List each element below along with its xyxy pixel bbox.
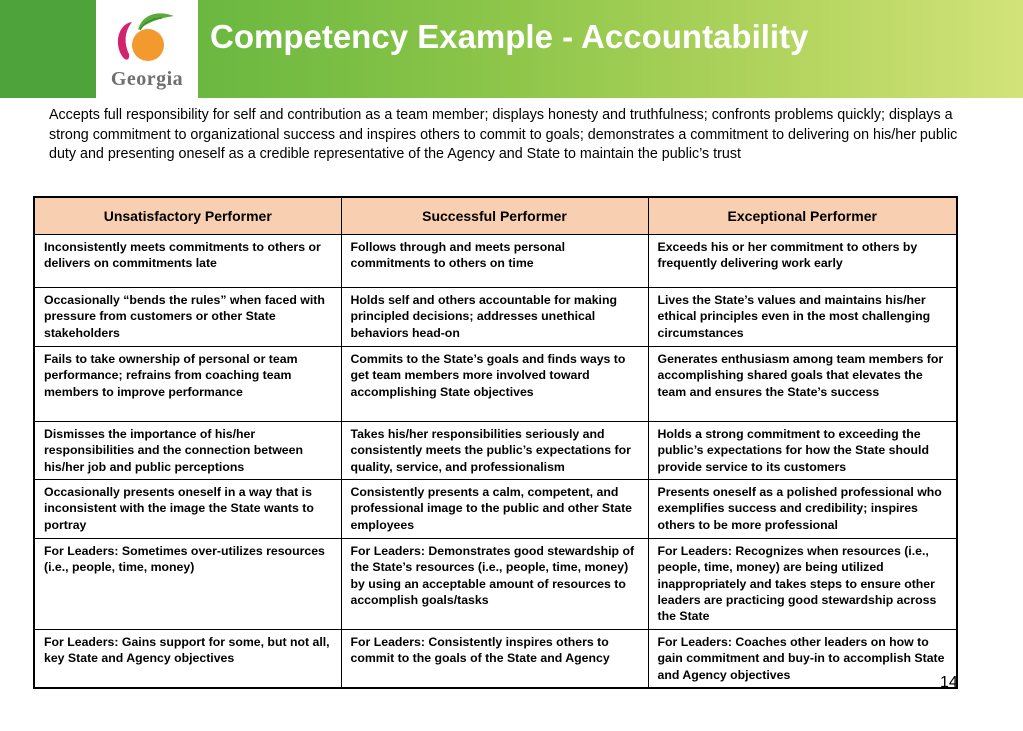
table-cell: Exceeds his or her commitment to others by frequently delivering work early <box>648 235 957 288</box>
competency-description: Accepts full responsibility for self and contribution as a team member; displays honesty and truthfulness; confronts problems quickly; displays a strong commitment to organizational success and inspires others to commit to goals; demonstrates a commitment to delivering on his/her public duty and presenting oneself as a credible representative of the Agency and State to maintain the public’s trust <box>49 107 958 162</box>
competency-table <box>33 196 958 689</box>
table-cell: Presents oneself as a polished professional who exemplifies success and credibility; inspires others to be more professional <box>648 480 957 539</box>
table-cell: For Leaders: Consistently inspires others to commit to the goals of the State and Agency <box>341 630 648 688</box>
table-cell: Dismisses the importance of his/her responsibilities and the connection between his/her job and public perceptions <box>34 422 341 480</box>
table-row <box>34 422 957 480</box>
table-row <box>34 539 957 630</box>
table-cell: Holds self and others accountable for making principled decisions; addresses unethical behaviors head-on <box>341 288 648 347</box>
table-cell: For Leaders: Sometimes over-utilizes resources (i.e., people, time, money) <box>34 539 341 630</box>
column-header-unsatisfactory: Unsatisfactory Performer <box>34 197 341 235</box>
column-header-successful: Successful Performer <box>341 197 648 235</box>
table-header-row <box>34 197 957 235</box>
table-cell: Commits to the State’s goals and finds ways to get team members more involved toward accomplishing State objectives <box>341 347 648 422</box>
table-cell: For Leaders: Gains support for some, but not all, key State and Agency objectives <box>34 630 341 688</box>
table-cell: For Leaders: Demonstrates good stewardship of the State’s resources (i.e., people, time, money) by using an acceptable amount of resources to accomplish goals/tasks <box>341 539 648 630</box>
georgia-logo <box>96 0 198 98</box>
table-cell: Fails to take ownership of personal or team performance; refrains from coaching team members to improve performance <box>34 347 341 422</box>
page-title: Competency Example - Accountability <box>210 18 809 55</box>
table-cell: Inconsistently meets commitments to others or delivers on commitments late <box>34 235 341 288</box>
table-cell: Occasionally “bends the rules” when faced with pressure from customers or other State stakeholders <box>34 288 341 347</box>
table-cell: Consistently presents a calm, competent, and professional image to the public and other State employees <box>341 480 648 539</box>
logo-text: Georgia <box>110 68 184 90</box>
table-cell: Lives the State’s values and maintains his/her ethical principles even in the most challenging circumstances <box>648 288 957 347</box>
table-cell: Follows through and meets personal commitments to others on time <box>341 235 648 288</box>
header-banner <box>0 0 1023 98</box>
table-row <box>34 480 957 539</box>
peach-icon <box>96 0 198 70</box>
table-cell: For Leaders: Recognizes when resources (i.e., people, time, money) are being utilized inappropriately and takes steps to ensure other leaders are practicing good stewardship across the State <box>648 539 957 630</box>
table-row <box>34 630 957 688</box>
table-cell: Takes his/her responsibilities seriously and consistently meets the public’s expectations for quality, service, and professionalism <box>341 422 648 480</box>
table-cell: Occasionally presents oneself in a way that is inconsistent with the image the State wants to portray <box>34 480 341 539</box>
table-row <box>34 288 957 347</box>
table-row <box>34 347 957 422</box>
table-row <box>34 235 957 288</box>
table-cell: For Leaders: Coaches other leaders on how to gain commitment and buy-in to accomplish State and Agency objectives <box>648 630 957 688</box>
page-number: 14 <box>940 674 958 691</box>
table-cell: Generates enthusiasm among team members for accomplishing shared goals that elevates the team and ensures the State’s success <box>648 347 957 422</box>
table-cell: Holds a strong commitment to exceeding the public’s expectations for how the State should provide service to its customers <box>648 422 957 480</box>
header-left-stripe <box>0 0 96 98</box>
column-header-exceptional: Exceptional Performer <box>648 197 957 235</box>
